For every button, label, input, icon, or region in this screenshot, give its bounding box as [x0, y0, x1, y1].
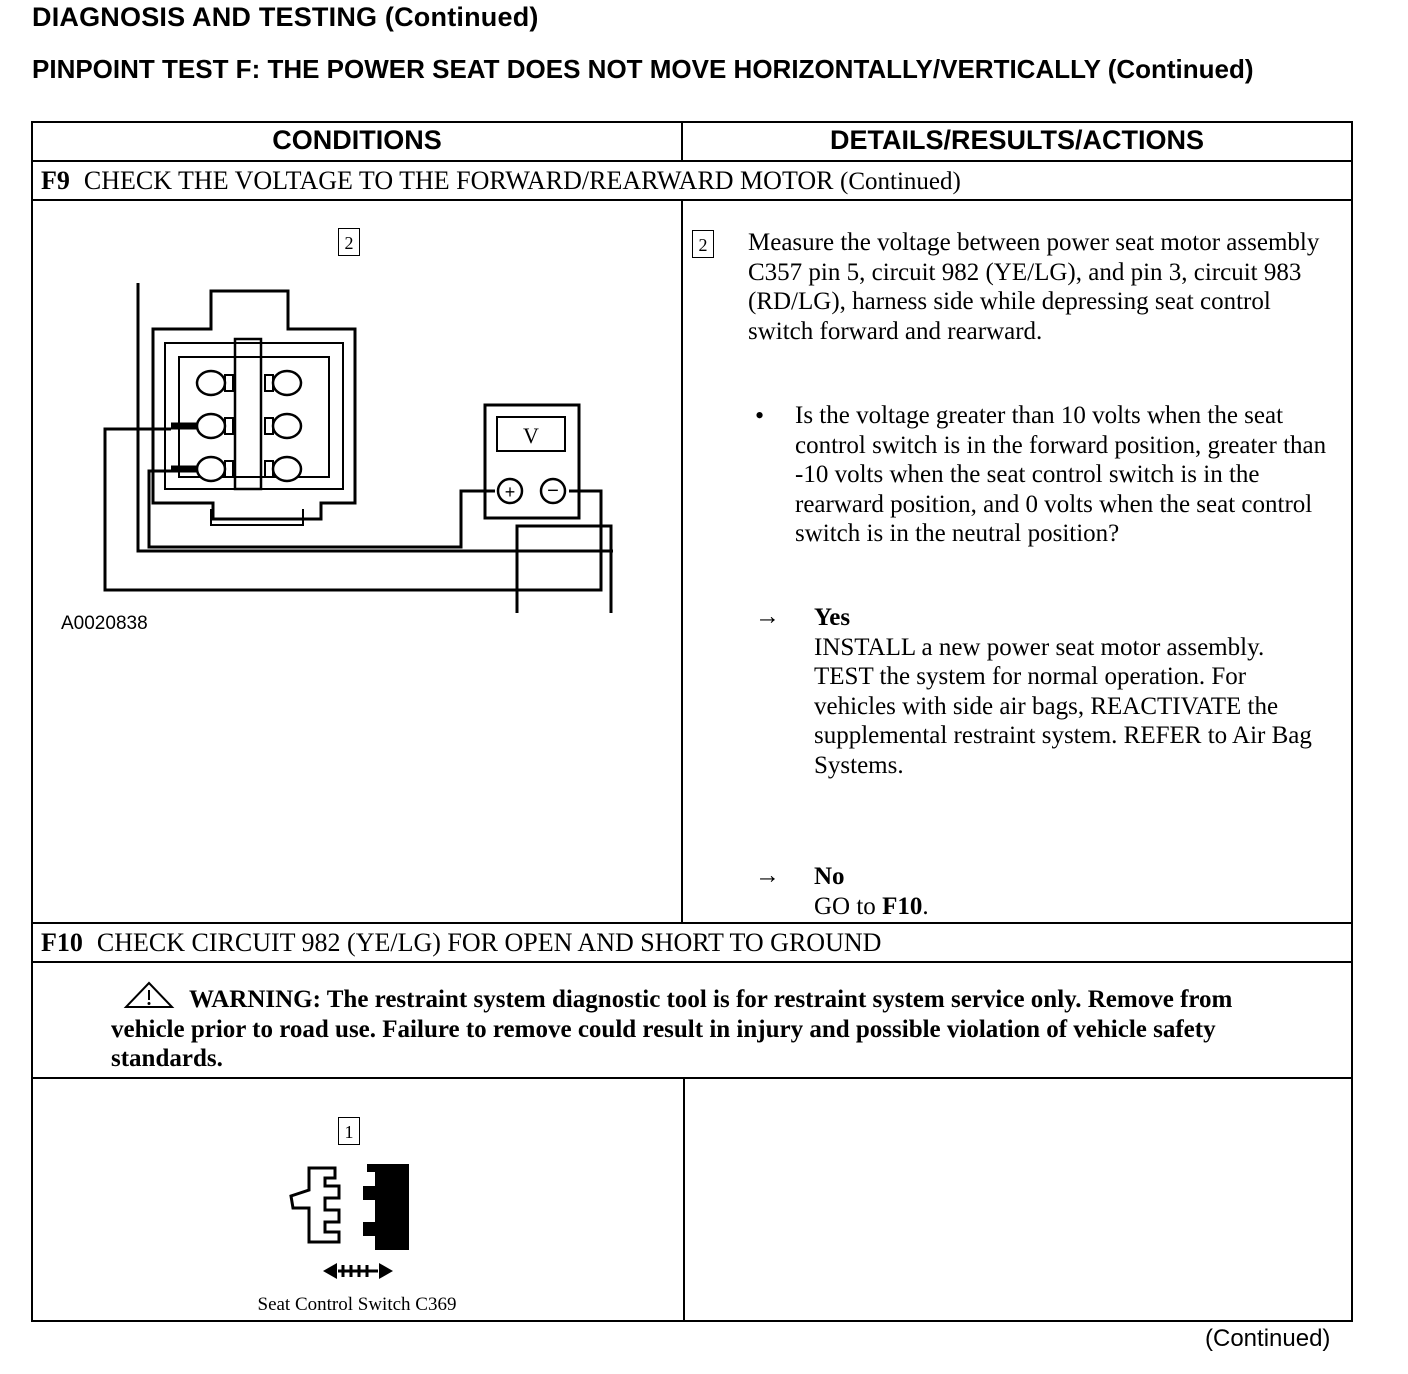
right-arrow-icon [379, 1263, 393, 1279]
no-result [814, 862, 1314, 921]
step-f9-id: F9 [41, 166, 70, 195]
step-f10-row [41, 928, 881, 958]
step-f10-divider [33, 961, 1351, 963]
figure-id: A0020838 [61, 613, 148, 634]
continued-note: (Continued) [1205, 1325, 1331, 1352]
figure-step-number: 1 [338, 1117, 360, 1145]
details-header: DETAILS/RESULTS/ACTIONS [829, 125, 1204, 155]
figure-step-number: 2 [338, 228, 360, 256]
step-f9-suffix: (Continued) [840, 168, 961, 195]
f9-column-divider [681, 199, 683, 922]
seat-control-switch-diagram [283, 1158, 423, 1283]
step-f10-title: CHECK CIRCUIT 982 (YE/LG) FOR OPEN AND SHORT TO GROUND [96, 928, 882, 957]
yes-label: Yes [814, 604, 851, 631]
right-arrow-icon: → [755, 862, 780, 889]
step-f10-id: F10 [41, 928, 83, 957]
no-label: No [814, 863, 845, 890]
test-title: PINPOINT TEST F: THE POWER SEAT DOES NOT MOVE HORIZONTALLY/VERTICALLY (Continued) [32, 54, 1254, 84]
voltmeter-label: V [523, 423, 539, 448]
pinpoint-test-table [31, 121, 1353, 1322]
figure-caption: Seat Control Switch C369 [257, 1294, 457, 1315]
step-f9-title: CHECK THE VOLTAGE TO THE FORWARD/REARWARD MOTOR [83, 166, 834, 195]
page-title: DIAGNOSIS AND TESTING (Continued) [32, 2, 539, 32]
warning-divider [33, 1077, 1351, 1079]
left-arrow-icon [323, 1263, 337, 1279]
yes-result [814, 603, 1314, 780]
question-text: Is the voltage greater than 10 volts when the seat control switch is in the forward position, greater than -10 volts when the seat control switch is in the rearward position, and 0 volts when the seat control switch is in the neutral position? [795, 402, 1327, 547]
detail-step-number: 2 [692, 230, 714, 258]
bullet-icon: • [755, 401, 765, 430]
f9-end-divider [33, 922, 1351, 924]
no-action-target: F10 [882, 892, 923, 920]
warning-text: WARNING: The restraint system diagnostic tool is for restraint system service only. Remove from vehicle prior to road use. Failure to remove could result in injury and possible violation of vehicle safety standards. [111, 986, 1233, 1072]
minus-sign: − [547, 480, 559, 502]
test-circuit-wiring [33, 123, 681, 623]
right-arrow-icon: → [755, 603, 780, 630]
conditions-header: CONDITIONS [272, 125, 442, 155]
instruction-text: Measure the voltage between power seat motor assembly C357 pin 5, circuit 982 (YE/LG), and pin 3, circuit 983 (RD/LG), harness side while depressing seat control switch forward and rearward. [748, 229, 1320, 345]
plus-sign: + [504, 482, 516, 502]
no-action: GO to F10. [814, 892, 929, 920]
f10-column-divider [683, 1077, 685, 1322]
yes-action: INSTALL a new power seat motor assembly. TEST the system for normal operation. For vehicles with side air bags, REACTIVATE the supplemental restraint system. REFER to Air Bag Systems. [814, 633, 1312, 779]
